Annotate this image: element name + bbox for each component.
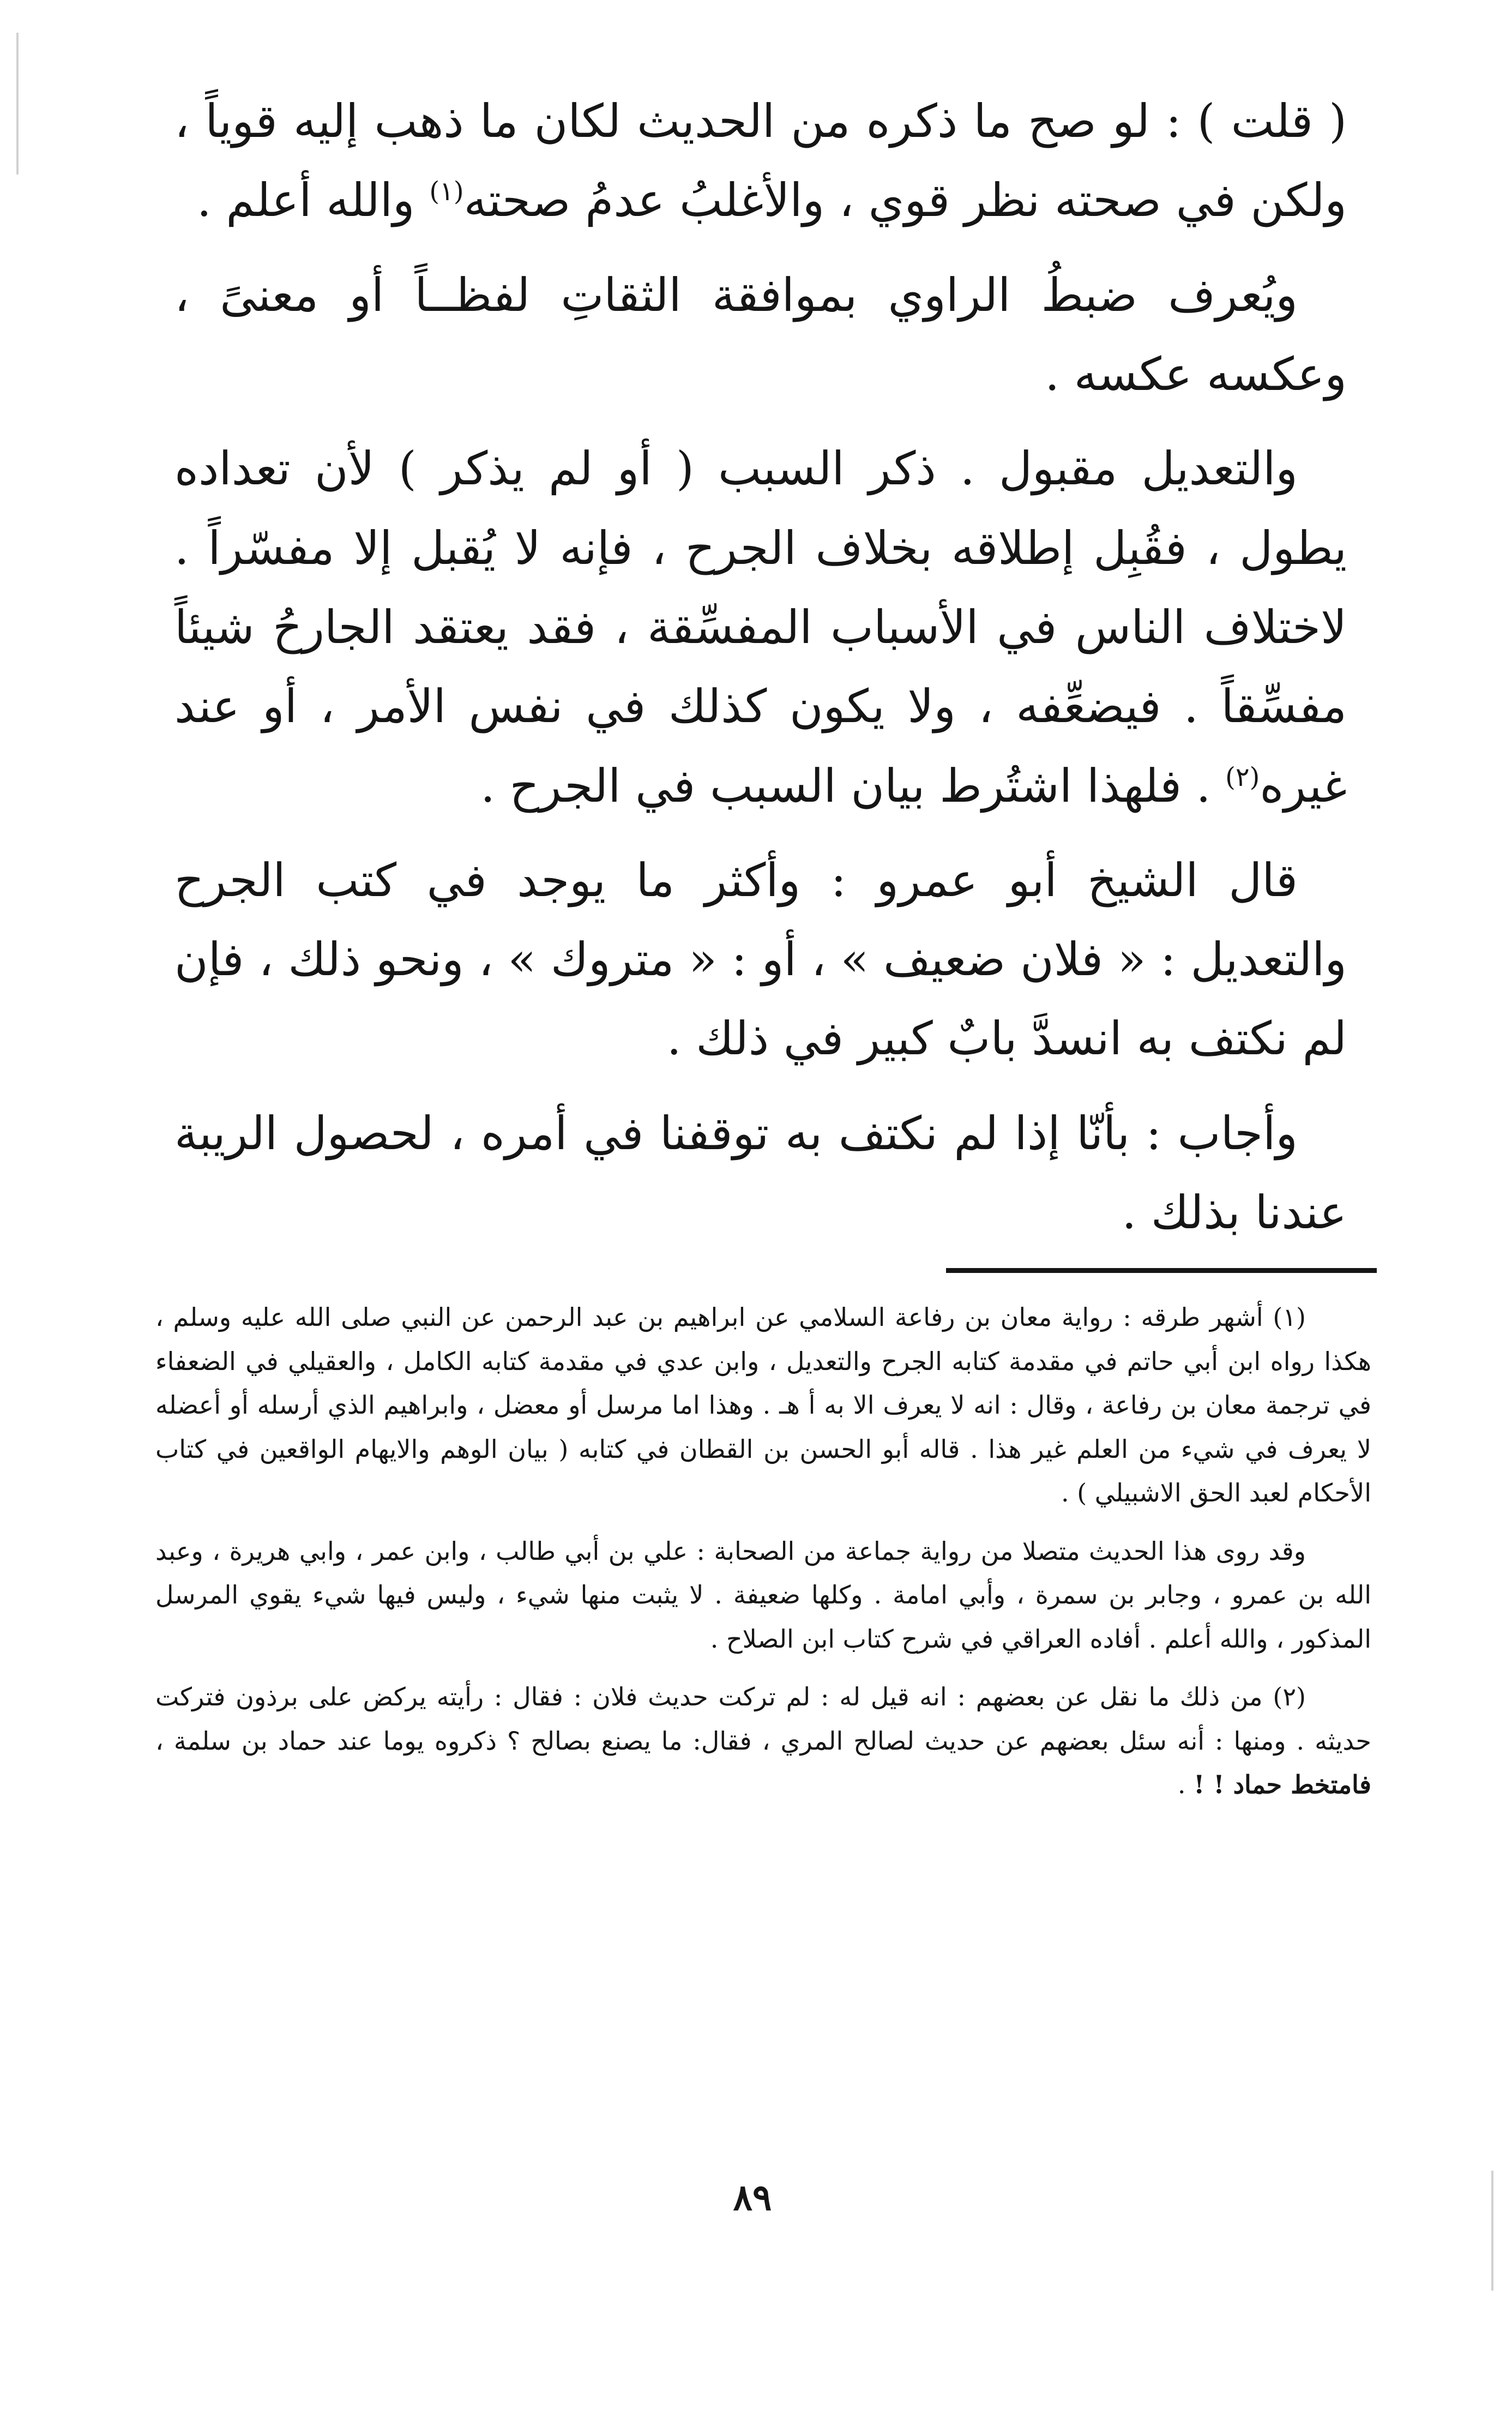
main-body-text — [174, 82, 1347, 1267]
paragraph-abu-amr: قال الشيخ أبو عمرو : وأكثر ما يوجد في كتب الجرح والتعديل : « فلان ضعيف » ، أو : « متروك » ، ونحو ذلك ، فإن لم نكتف به انسدَّ بابٌ كبير في ذلك . — [174, 853, 1347, 1066]
footnotes-section — [155, 1295, 1371, 1821]
paragraph-tail: والله أعلم . — [197, 173, 415, 227]
paragraph-text: والتعديل مقبول . ذكر السبب ( أو لم يذكر ) لأن تعداده يطول ، فقُبِل إطلاقه بخلاف الجرح ، فإنه لا يُقبل إلا مفسّراً . لاختلاف الناس في الأسباب المفسِّقة ، فقد يعتقد الجارحُ شيئاً مفسِّقاً . فيضعِّفه ، ولا يكون كذلك في نفس الأمر ، أو عند غيره — [174, 442, 1347, 813]
paragraph-tail: . فلهذا اشتُرط بيان السبب في الجرح . — [480, 759, 1211, 813]
footnote-text: (٢) من ذلك ما نقل عن بعضهم : انه قيل له : لم تركت حديث فلان : فقال : رأيته يركض على برذون فتركت حديثه . ومنها : أنه سئل بعضهم عن حديث لصالح المري ، فقال: ما يصنع بصالح ؟ ذكروه يوما عند حماد بن سلمة ، — [155, 1682, 1371, 1756]
paragraph-answer: وأجاب : بأنّا إذا لم نكتف به توقفنا في أمره ، لحصول الريبة عندنا بذلك . — [174, 1106, 1347, 1240]
footnote-2: (٢) من ذلك ما نقل عن بعضهم : انه قيل له : لم تركت حديث فلان : فقال : رأيته يركض على برذون فتركت حديثه . ومنها : أنه سئل بعضهم عن حديث لصالح المري ، فقال: ما يصنع بصالح ؟ ذكروه يوما عند حماد بن سلمة ، فامتخط حماد ! ! . — [155, 1682, 1371, 1799]
footnote-separator — [946, 1268, 1377, 1273]
footnote-bold-phrase: فامتخط حماد ! ! — [1194, 1770, 1371, 1799]
scan-artifact-line — [1491, 2171, 1493, 2291]
footnote-1: (١) أشهر طرقه : رواية معان بن رفاعة السلامي عن ابراهيم بن عبد الرحمن عن النبي صلى الله عليه وسلم ، هكذا رواه ابن أبي حاتم في مقدمة كتابه الجرح والتعديل ، وابن عدي في مقدمة كتابه الكامل ، والعقيلي في الضعفاء في ترجمة معان بن رفاعة ، وقال : انه لا يعرف الا به أ هـ . وهذا اما مرسل أو معضل ، وابراهيم الذي أرسله أو أعضله لا يعرف في شيء من العلم غير هذا . قاله أبو الحسن بن القطان في كتابه ( بيان الوهم والايهام الواقعين في كتاب الأحكام لعبد الحق الاشبيلي ) . — [155, 1302, 1371, 1507]
page-number: ٨٩ — [733, 2176, 772, 2219]
paragraph-text: ( قلت ) : لو صح ما ذكره من الحديث لكان ما ذهب إليه قوياً ، ولكن في صحته نظر قوي ، والأغلبُ عدمُ صحته — [174, 94, 1347, 227]
paragraph-tadil — [174, 429, 1347, 826]
paragraph-commentary — [174, 82, 1347, 241]
footnote-marker-2[interactable]: (٢) — [1225, 761, 1260, 792]
scan-artifact-line — [16, 33, 19, 175]
footnote-1-continued: وقد روى هذا الحديث متصلا من رواية جماعة من الصحابة : علي بن أبي طالب ، وابن عمر ، وابي هريرة ، وعبد الله بن عمرو ، وجابر بن سمرة ، وأبي امامة . وكلها ضعيفة . لا يثبت منها شيء ، وليس فيها شيء يقوي المرسل المذكور ، والله أعلم . أفاده العراقي في شرح كتاب ابن الصلاح . — [155, 1536, 1371, 1654]
footnote-marker-1[interactable]: (١) — [429, 176, 464, 207]
paragraph-precision: ويُعرف ضبطُ الراوي بموافقة الثقاتِ لفظــاً أو معنىً ، وعكسه عكسه . — [174, 268, 1347, 401]
